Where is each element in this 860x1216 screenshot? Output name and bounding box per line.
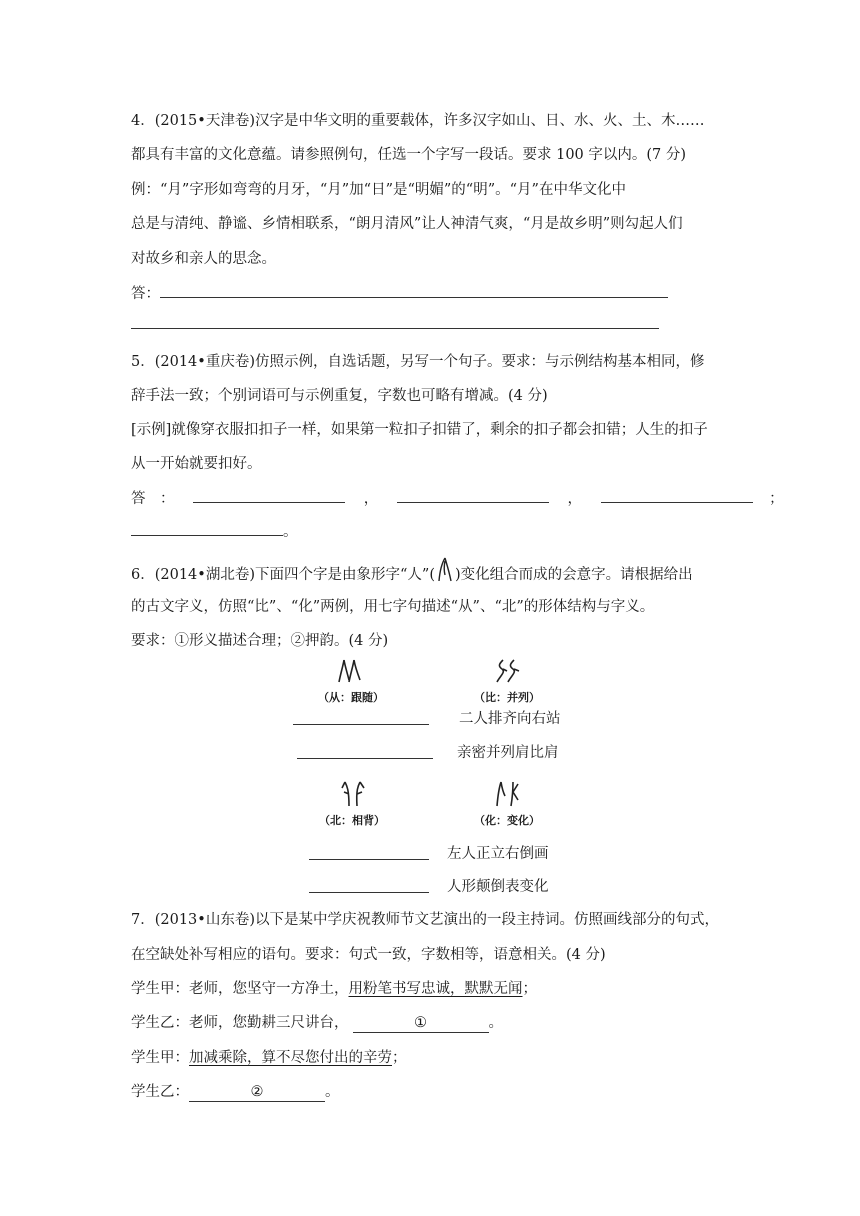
hua-row-2 xyxy=(309,878,429,899)
bi-row-2 xyxy=(297,744,433,765)
bi-caption: （比：并列） xyxy=(474,691,540,704)
q5-comma-1: ， xyxy=(363,491,379,507)
cong-glyph-icon xyxy=(337,658,363,684)
q7-dialogue-3 xyxy=(131,1048,407,1068)
cong-answer-blank-1[interactable] xyxy=(293,710,429,725)
bei-answer-blank-1[interactable] xyxy=(309,845,429,860)
q4-answer-label: 答： xyxy=(131,286,160,302)
q5-answer-label: 答 ： xyxy=(131,491,175,507)
hua-caption: （化：变化） xyxy=(474,814,540,827)
q7-s1-suffix: ； xyxy=(522,981,537,997)
bei-glyph-icon xyxy=(340,780,366,808)
q6-line-1 xyxy=(131,563,693,585)
q5-answer-blank-4[interactable] xyxy=(131,521,283,536)
q6-line-1-part-2: )变化组合而成的会意字。请根据给出 xyxy=(454,567,693,583)
q7-s3-suffix: ； xyxy=(392,1050,407,1066)
q5-example-line-2: 从一开始就要扣好。 xyxy=(131,456,262,472)
q7-s4-suffix: 。 xyxy=(325,1084,340,1100)
q7-dialogue-2 xyxy=(131,1013,503,1033)
bi-line-2: 亲密并列肩比肩 xyxy=(457,745,559,761)
q5-answer-row xyxy=(131,488,784,509)
q4-answer-row xyxy=(131,283,668,304)
q7-s4-prefix: 学生乙： xyxy=(131,1084,189,1100)
q7-blank-1-number: ① xyxy=(414,1015,427,1031)
q6-line-1-part-1: 6．(2014•湖北卷)下面四个字是由象形字“人”( xyxy=(131,567,435,583)
q7-s2-suffix: 。 xyxy=(488,1015,503,1031)
bei-answer-blank-2[interactable] xyxy=(309,878,429,893)
q7-s3-underlined: 加减乘除，算不尽您付出的辛劳 xyxy=(189,1050,392,1066)
hua-row-1 xyxy=(309,845,429,866)
q7-s3-prefix: 学生甲： xyxy=(131,1050,189,1066)
q6-line-2: 的古文字义，仿照“比”、“化”两例，用七字句描述“从”、“北”的形体结构与字义。 xyxy=(131,599,655,615)
q4-line-1: 4．(2015•天津卷)汉字是中华文明的重要载体，许多汉字如山、日、水、火、土、木…… xyxy=(131,113,705,129)
q5-line-1: 5．(2014•重庆卷)仿照示例，自选话题，另写一个句子。要求：与示例结构基本相同，修 xyxy=(131,354,705,370)
q5-answer-blank-2[interactable] xyxy=(397,488,549,503)
hua-line-1: 左人正立右倒画 xyxy=(447,846,549,862)
q4-example-line-1: 例：“月”字形如弯弯的月牙，“月”加“日”是“明媚”的“明”。“月”在中华文化中 xyxy=(131,182,626,198)
hua-glyph-icon xyxy=(493,780,521,808)
q4-example-line-3: 对故乡和亲人的思念。 xyxy=(131,251,276,267)
q7-s1-underlined: 用粉笔书写忠诚，默默无闻 xyxy=(348,981,523,997)
q7-line-2: 在空缺处补写相应的语句。要求：句式一致，字数相等，语意相关。(4 分) xyxy=(131,947,606,963)
q5-answer-blank-1[interactable] xyxy=(193,488,345,503)
q4-example-line-2: 总是与清纯、静谧、乡情相联系，“朗月清风”让人神清气爽，“月是故乡明”则勾起人们 xyxy=(131,216,683,232)
q7-blank-1[interactable] xyxy=(353,1015,489,1033)
q5-semicolon: ； xyxy=(769,491,784,507)
q5-line-2: 辞手法一致；个别词语可与示例重复，字数也可略有增减。(4 分) xyxy=(131,388,548,404)
q7-blank-2[interactable] xyxy=(189,1084,325,1102)
q5-answer-blank-3[interactable] xyxy=(601,488,753,503)
q4-answer-row-2 xyxy=(131,314,659,335)
bi-glyph-icon xyxy=(494,658,522,684)
q4-answer-blank-2[interactable] xyxy=(131,314,659,329)
q7-dialogue-4 xyxy=(131,1082,340,1102)
q7-s2-prefix: 学生乙：老师，您勤耕三尺讲台， xyxy=(131,1015,349,1031)
q7-dialogue-1 xyxy=(131,979,537,999)
q7-line-1: 7．(2013•山东卷)以下是某中学庆祝教师节文艺演出的一段主持词。仿照画线部分的句式， xyxy=(131,912,719,928)
q5-comma-2: ， xyxy=(567,491,582,507)
q5-period: 。 xyxy=(283,524,298,540)
cong-caption: （从：跟随） xyxy=(318,691,384,704)
bi-line-1: 二人排齐向右站 xyxy=(459,711,561,727)
q4-answer-blank-1[interactable] xyxy=(160,283,668,298)
q6-line-3: 要求：①形义描述合理；②押韵。(4 分) xyxy=(131,633,389,649)
ren-glyph-icon xyxy=(435,563,455,583)
q7-blank-2-number: ② xyxy=(250,1084,264,1100)
hua-line-2: 人形颠倒表变化 xyxy=(447,879,549,895)
cong-answer-blank-2[interactable] xyxy=(297,744,433,759)
q7-s1-prefix: 学生甲：老师，您坚守一方净土， xyxy=(131,981,349,997)
q5-answer-row-2 xyxy=(131,521,298,542)
q5-example-line-1: [示例]就像穿衣服扣扣子一样，如果第一粒扣子扣错了，剩余的扣子都会扣错；人生的扣子 xyxy=(131,422,708,438)
bei-caption: （北：相背） xyxy=(319,814,385,827)
bi-row-1 xyxy=(293,710,429,731)
q4-line-2: 都具有丰富的文化意蕴。请参照例句，任选一个字写一段话。要求 100 字以内。(7 分) xyxy=(131,147,687,163)
